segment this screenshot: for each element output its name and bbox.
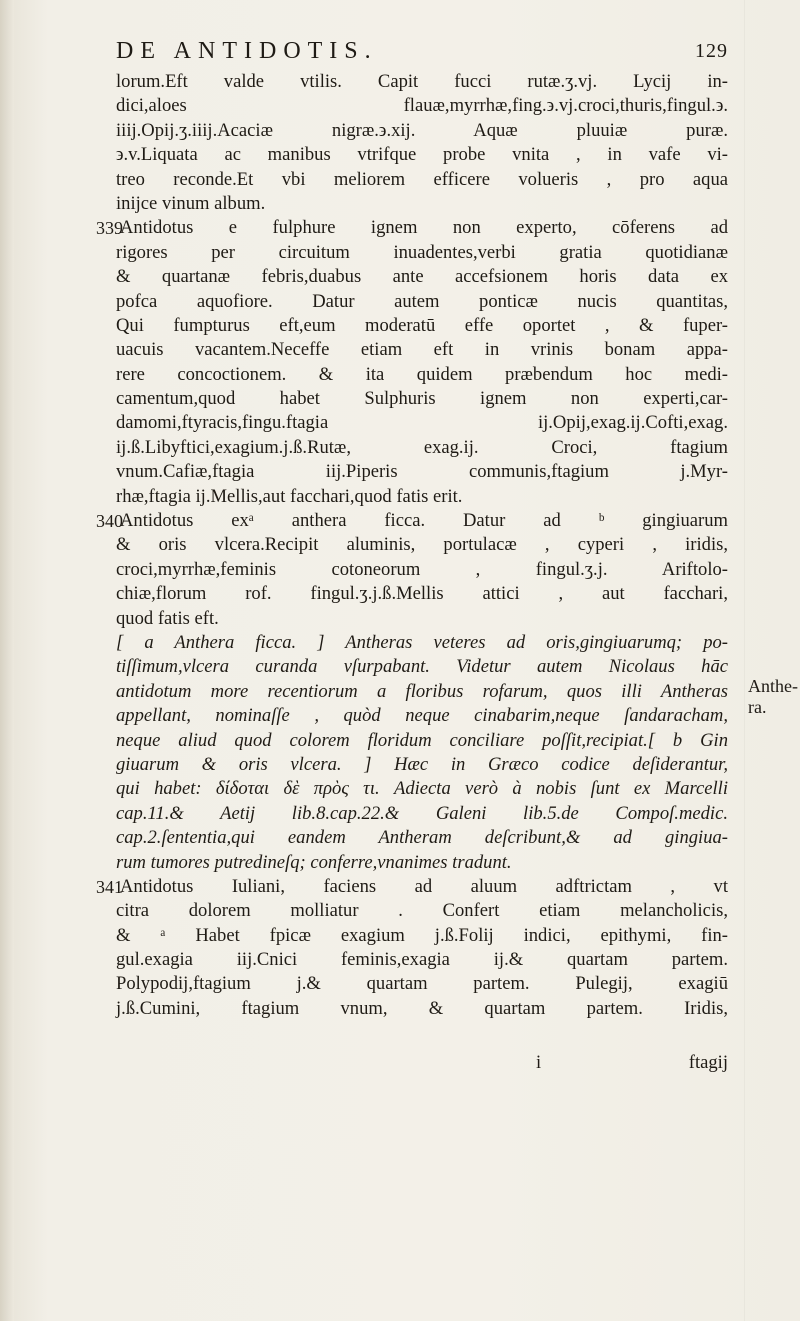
- line-text: tiſſimum,vlcera curanda vſurpabant. Videtur autem Nicolaus hāc: [116, 656, 728, 678]
- text-line: [116, 94, 728, 118]
- text-line: [116, 460, 728, 484]
- entry-number: 339: [96, 218, 123, 239]
- line-text: rere concoctionem. & ita quidem præbendum hoc medi-: [116, 363, 728, 385]
- text-line: [116, 607, 728, 631]
- text-line: [96, 216, 728, 240]
- text-line: [116, 533, 728, 557]
- page-edge-shadow: [0, 0, 14, 1321]
- text-line: [116, 631, 728, 655]
- line-text: Antidotus exᵃ anthera ficca. Datur ad ᵇ gingiuarum: [120, 510, 728, 532]
- text-line: [116, 582, 728, 606]
- line-text: camentum,quod habet Sulphuris ignem non experti,car-: [116, 388, 728, 410]
- text-line: [116, 70, 728, 94]
- line-text: iiij.Opij.ʒ.iiij.Acaciæ nigræ.϶.xij. Aquæ pluuiæ puræ.: [116, 119, 728, 141]
- text-line: [116, 338, 728, 362]
- text-line: [116, 777, 728, 801]
- text-line: [116, 241, 728, 265]
- text-line: [116, 997, 728, 1021]
- margin-note-text: Anthe- ra.: [748, 676, 798, 717]
- text-line: [116, 802, 728, 826]
- line-text: inijce vinum album.: [116, 192, 266, 214]
- line-text: appellant, nominaſſe , quòd neque cinabarim,neque ſandaracham,: [116, 705, 728, 727]
- running-title: DE ANTIDOTIS.: [116, 38, 378, 64]
- line-text: damomi,ftyracis,fingu.ftagia ij.Opij,exag.ij.Cofti,exag.: [116, 412, 728, 434]
- text-line: [116, 485, 728, 509]
- margin-shadow: [744, 0, 745, 1321]
- line-text: uacuis vacantem.Neceffe etiam eft in vrinis bonam appa-: [116, 339, 728, 361]
- signature-mark: i: [536, 1052, 542, 1073]
- line-text: rum tumores putredineſq; conferre,vnanimes tradunt.: [116, 851, 512, 873]
- line-text: treo reconde.Et vbi meliorem efficere volueris , pro aqua: [116, 168, 728, 190]
- text-line: [116, 704, 728, 728]
- page-number: 129: [695, 40, 728, 62]
- text-line: [116, 851, 728, 875]
- text-line: [116, 680, 728, 704]
- text-line: [116, 192, 728, 216]
- line-text: Antidotus Iuliani, faciens ad aluum adftrictam , vt: [120, 875, 728, 897]
- text-line: [116, 387, 728, 411]
- line-text: croci,myrrhæ,feminis cotoneorum , fingul.ʒ.j. Ariftolo-: [116, 558, 728, 580]
- line-text: Qui fumpturus eft,eum moderatū effe oportet , & fuper-: [116, 314, 728, 336]
- text-line: [116, 290, 728, 314]
- text-line: [96, 875, 728, 899]
- entry-number: 340: [96, 511, 123, 532]
- running-header: [116, 38, 728, 66]
- line-text: & ᵃ Habet fpicæ exagium j.ß.Folij indici, epithymi, fin-: [116, 924, 728, 946]
- catchword: ftagij: [688, 1052, 728, 1073]
- line-text: cap.2.ſententia,qui eandem Antheram deſcribunt,& ad gingiua-: [116, 827, 728, 849]
- line-text: [ a Anthera ficca. ] Antheras veteres ad oris,gingiuarumq; po-: [116, 631, 728, 653]
- line-text: rigores per circuitum inuadentes,verbi gratia quotidianæ: [116, 241, 728, 263]
- text-line: [116, 729, 728, 753]
- text-line: [96, 509, 728, 533]
- line-text: & oris vlcera.Recipit aluminis, portulacæ , cyperi , iridis,: [116, 534, 728, 556]
- line-text: neque aliud quod colorem floridum conciliare poſſit,recipiat.[ b Gin: [116, 729, 728, 751]
- entry-number: 341: [96, 876, 123, 897]
- text-line: [116, 826, 728, 850]
- line-text: ϶.v.Liquata ac manibus vtrifque probe vnita , in vafe vi-: [116, 144, 728, 166]
- line-text: qui habet: δίδοται δὲ πρὸς τι. Adiecta verò à nobis ſunt ex Marcelli: [116, 778, 728, 800]
- text-line: [116, 753, 728, 777]
- text-line: [116, 972, 728, 996]
- line-text: ij.ß.Libyftici,exagium.j.ß.Rutæ, exag.ij. Croci, ftagium: [116, 436, 728, 458]
- line-text: lorum.Eft valde vtilis. Capit fucci rutæ.ʒ.vj. Lycij in-: [116, 71, 728, 92]
- line-text: pofca aquofiore. Datur autem ponticæ nucis quantitas,: [116, 290, 728, 312]
- text-line: [116, 143, 728, 167]
- line-text: chiæ,florum rof. fingul.ʒ.j.ß.Mellis attici , aut facchari,: [116, 583, 728, 605]
- text-line: [116, 558, 728, 582]
- line-text: dici,aloes flauæ,myrrhæ,fing.϶.vj.croci,thuris,fingul.϶.: [116, 95, 728, 117]
- margin-note: [748, 676, 796, 718]
- line-text: gul.exagia iij.Cnici feminis,exagia ij.& quartam partem.: [116, 949, 728, 971]
- text-line: [116, 436, 728, 460]
- body-text: [96, 70, 728, 1021]
- text-line: [116, 899, 728, 923]
- text-line: [116, 168, 728, 192]
- text-line: [116, 314, 728, 338]
- line-text: vnum.Cafiæ,ftagia iij.Piperis communis,ftagium j.Myr-: [116, 461, 728, 483]
- text-line: [116, 655, 728, 679]
- line-text: j.ß.Cumini, ftagium vnum, & quartam partem. Iridis,: [116, 997, 728, 1019]
- line-text: giuarum & oris vlcera. ] Hæc in Græco codice deſiderantur,: [116, 753, 728, 775]
- text-line: [116, 948, 728, 972]
- line-text: rhæ,ftagia ij.Mellis,aut facchari,quod fatis erit.: [116, 485, 463, 507]
- text-line: [116, 363, 728, 387]
- line-text: quod fatis eft.: [116, 607, 219, 629]
- text-line: [116, 265, 728, 289]
- line-text: citra dolorem molliatur . Confert etiam melancholicis,: [116, 900, 728, 922]
- line-text: cap.11.& Aetij lib.8.cap.22.& Galeni lib.5.de Compoſ.medic.: [116, 802, 728, 824]
- text-line: [116, 119, 728, 143]
- line-text: antidotum more recentiorum a floribus rofarum, quos illi Antheras: [116, 680, 728, 702]
- line-text: Polypodij,ftagium j.& quartam partem. Pulegij, exagiū: [116, 973, 728, 995]
- text-line: [116, 411, 728, 435]
- text-line: [116, 924, 728, 948]
- line-text: Antidotus e fulphure ignem non experto, cōferens ad: [120, 217, 728, 239]
- line-text: & quartanæ febris,duabus ante accefsionem horis data ex: [116, 266, 728, 288]
